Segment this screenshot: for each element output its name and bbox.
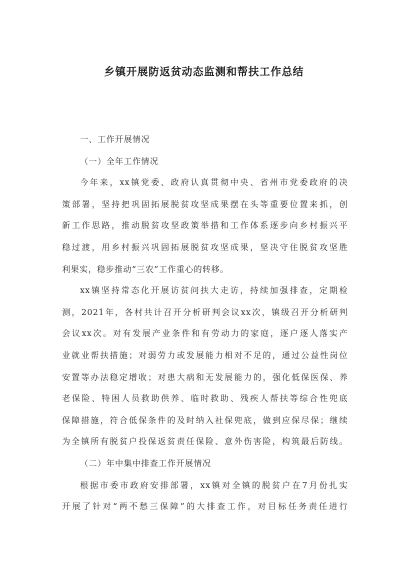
paragraph-line: 会议xx次。对有发展产业条件和有劳动力的家庭，逐户逐人落实产 [62, 328, 348, 339]
document-body [62, 129, 348, 518]
paragraph-line: 稳过渡，用乡村振兴巩固拓展脱贫攻坚成果，坚决守住脱贫攻坚胜 [62, 241, 348, 252]
paragraph-line: 老保险、特困人员救助供养、临时救助、残疾人帮扶等综合性兜底 [62, 393, 348, 404]
paragraph-line: 为全镇所有脱贫户投保返贫责任保险、意外伤害险，构筑最后防线。 [62, 436, 348, 447]
paragraph-line: 利果实，稳步推动“三农”工作重心的转移。 [62, 263, 229, 274]
paragraph-line: 开展了针对“两不愁三保障”的大排查工作，对目标任务责任进行 [62, 501, 348, 512]
subsection-heading-1: （一）全年工作情况 [80, 155, 159, 166]
subsection-heading-2: （二）年中集中排查工作开展情况 [80, 457, 212, 468]
paragraph-line: 保障措施，符合低保条件的及时纳入社保兜底，做到应保尽保；继续 [62, 414, 348, 425]
paragraph-line: 新工作思路，推动脱贫攻坚政策举措和工作体系逐步向乡村振兴平 [62, 220, 348, 231]
paragraph-line: 安置等办法稳定增收；对患大病和无发展能力的，强化低保医保、养 [62, 371, 348, 382]
paragraph-2 [62, 280, 348, 453]
paragraph-line: 今年来，xx镇党委、政府认真贯彻中央、省州市党委政府的决 [80, 177, 348, 188]
paragraph-3 [62, 475, 348, 518]
document-title: 乡镇开展防返贫动态监测和帮扶工作总结 [104, 66, 304, 78]
paragraph-line: xx镇坚持常态化开展访贫问扶大走访，持续加强排查，定期检 [80, 285, 348, 296]
paragraph-line: 测，2021年，各村共计召开分析研判会议xx次，镇级召开分析研判 [62, 306, 348, 317]
paragraph-line: 策部署，坚持把巩固拓展脱贫攻坚成果摆在头等重要位置来抓，创 [62, 198, 348, 209]
paragraph-line: 根据市委市政府安排部署，xx镇对全镇的脱贫户在7月份扎实 [80, 479, 348, 490]
section-heading-1: 一、工作开展情况 [80, 134, 150, 144]
paragraph-1 [62, 172, 348, 280]
paragraph-line: 业就业帮扶措施；对弱劳力或发展能力相对不足的，通过公益性岗位 [62, 349, 348, 360]
